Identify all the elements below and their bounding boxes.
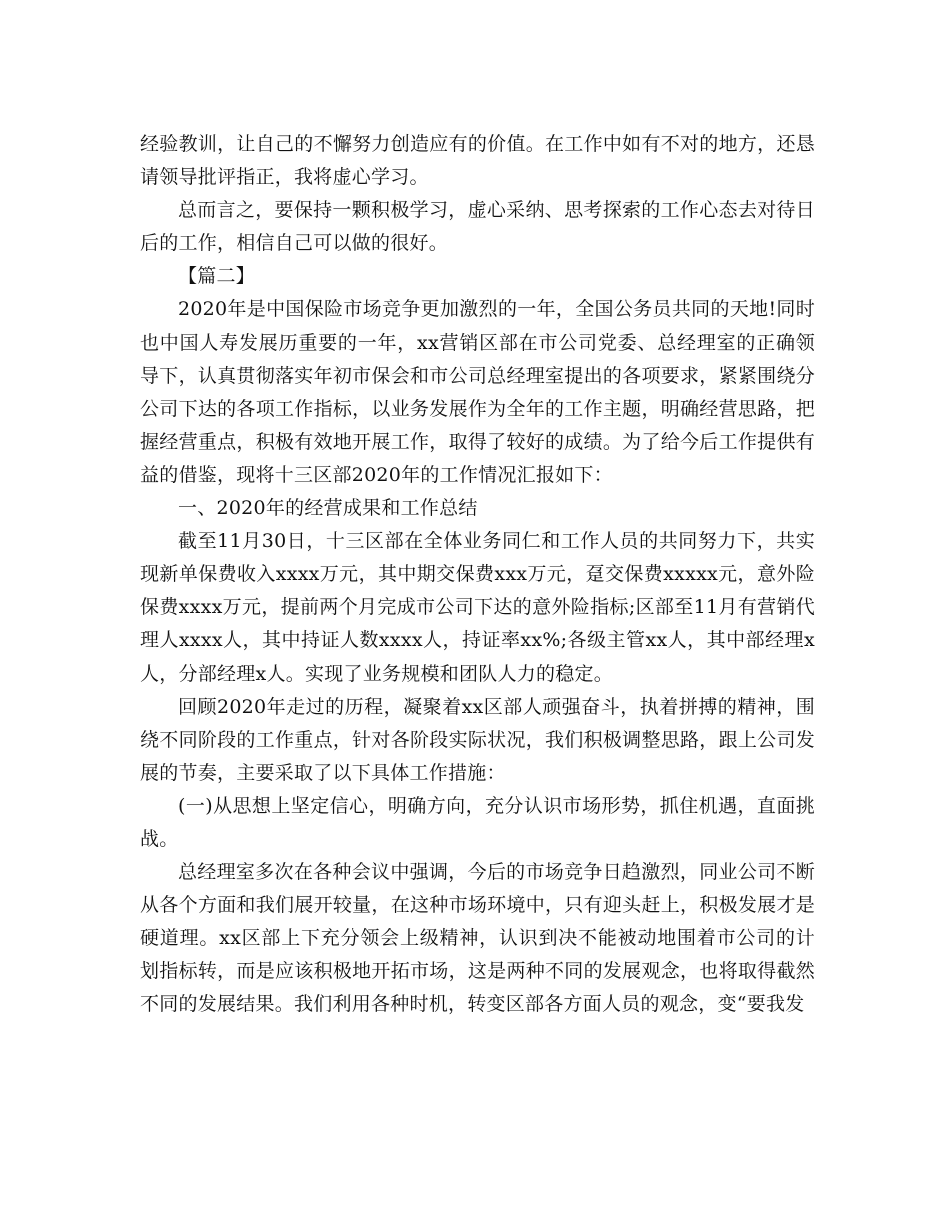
document-body [140, 128, 815, 1022]
paragraph-review: 回顾2020年走过的历程，凝聚着xx区部人顽强奋斗，执着拼搏的精神，围绕不同阶段的工作重点，针对各阶段实际状况，我们积极调整思路，跟上公司发展的节奏，主要采取了以下具体工作措施： [140, 695, 815, 784]
heading-business-results: 一、2020年的经营成果和工作总结 [178, 497, 478, 520]
paragraph-results-figures: 截至11月30日，十三区部在全体业务同仁和工作人员的共同努力下，共实现新单保费收入xxxx万元，其中期交保费xxx万元，趸交保费xxxxx元，意外险保费xxxx万元，提前两个月完成市公司下达的意外险指标;区部至11月有营销代理人xxxx人，其中持证人数xxxx人，持证率xx%;各级主管xx人，其中部经理x人，分部经理x人。实现了业务规模和团队人力的稳定。 [140, 530, 815, 685]
paragraph-summary: 总而言之，要保持一颗积极学习，虚心采纳、思考探索的工作心态去对待日后的工作，相信自己可以做的很好。 [140, 199, 815, 255]
paragraph-intro-2020: 2020年是中国保险市场竞争更加激烈的一年，全国公务员共同的天地!同时也中国人寿发展历重要的一年，xx营销区部在市公司党委、总经理室的正确领导下，认真贯彻落实年初市保会和市公司总经理室提出的各项要求，紧紧围绕分公司下达的各项工作指标，以业务发展作为全年的工作主题，明确经营思路，把握经营重点，积极有效地开展工作，取得了较好的成绩。为了给今后工作提供有益的借鉴，现将十三区部2020年的工作情况汇报如下： [140, 298, 815, 486]
paragraph-management-emphasis: 总经理室多次在各种会议中强调，今后的市场竞争日趋激烈，同业公司不断从各个方面和我们展开较量，在这种市场环境中，只有迎头赶上，积极发展才是硬道理。xx区部上下充分领会上级精神，认识到决不能被动地围着市公司的计划指标转，而是应该积极地开拓市场，这是两种不同的发展观念，也将取得截然不同的发展结果。我们利用各种时机，转变区部各方面人员的观念，变“要我发 [140, 861, 815, 1016]
paragraph-lessons: 经验教训，让自己的不懈努力创造应有的价值。在工作中如有不对的地方，还恳请领导批评指正，我将虚心学习。 [140, 133, 815, 189]
heading-measure-one: (一)从思想上坚定信心，明确方向，充分认识市场形势，抓住机遇，直面挑战。 [140, 794, 815, 850]
section-heading-part-two: 【篇二】 [178, 265, 256, 288]
